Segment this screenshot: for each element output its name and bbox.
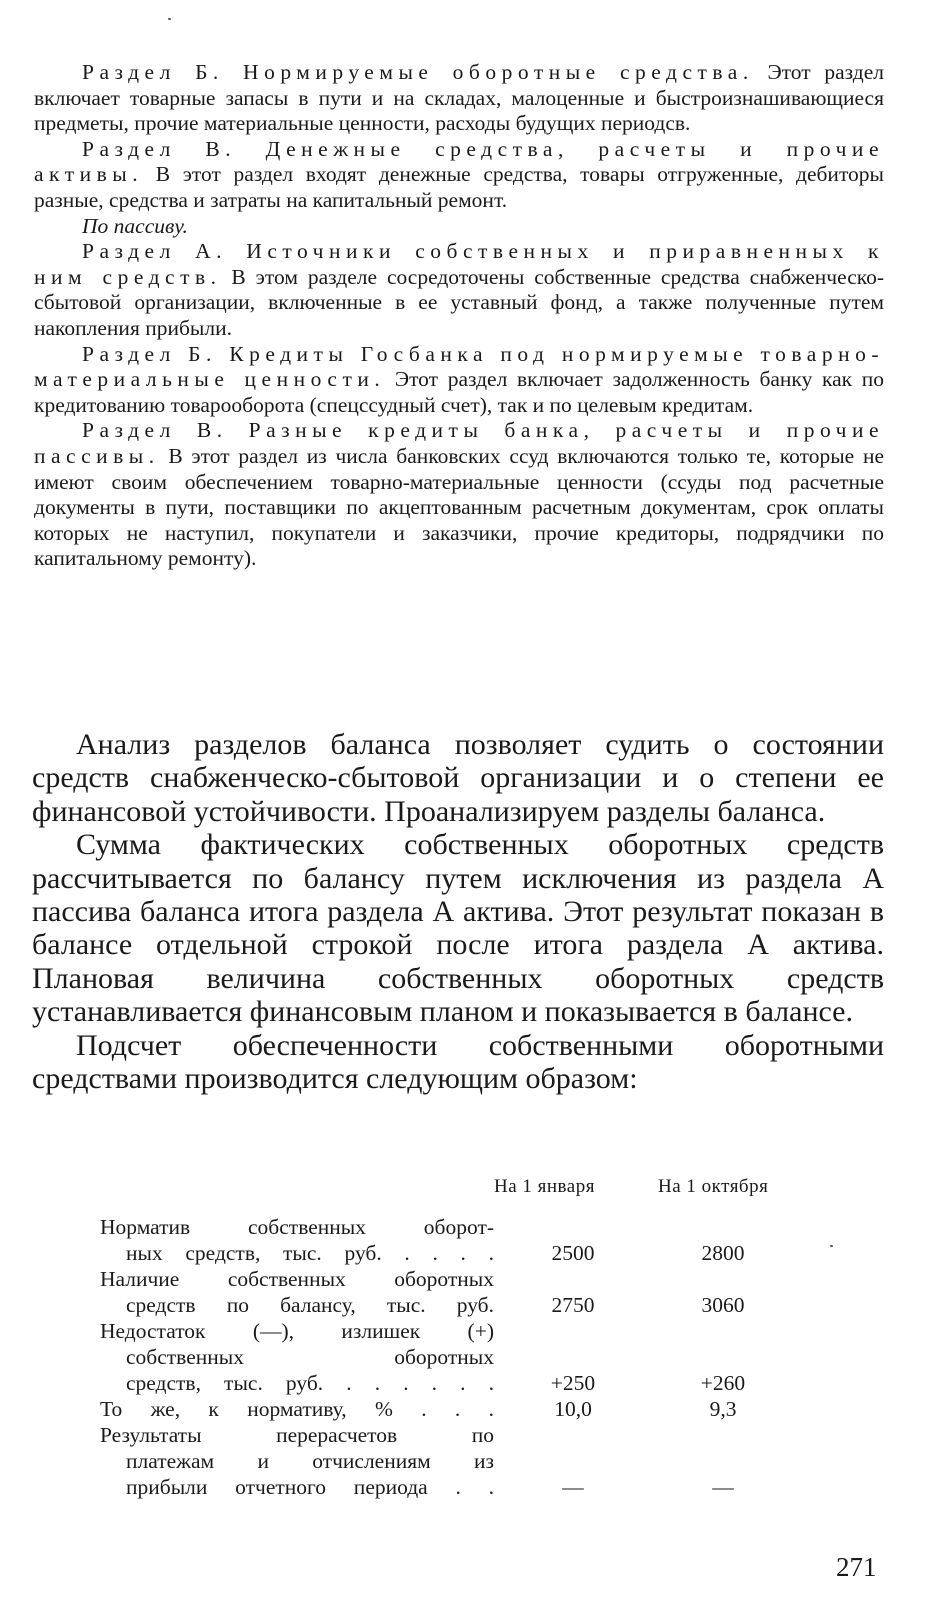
table-row [100, 1422, 860, 1500]
value-october: 9,3 [709, 1397, 737, 1421]
row-label [100, 1214, 494, 1266]
value-january: 10,0 [554, 1397, 592, 1421]
section-b-assets-paragraph [34, 60, 884, 137]
column-header-january: На 1 января [494, 1176, 595, 1197]
section-v-liabilities-text: В этот раздел из числа банковских ссуд включаются только те, которые не имеют своим обеспечением товарно-материальные ценности (ссуды под расчетные документы в пути, поставщики по акцептованным расчетным документам, срок оплаты которых не наступил, покупатели и заказчики, прочие кредиторы, подрядчики по капитальному ремонту). [34, 443, 884, 571]
print-speck [830, 1245, 833, 1247]
value-october: — [712, 1475, 734, 1499]
calculation-paragraph: Сумма фактических собственных оборотных средств рассчитывается по балансу путем исключения из раздела А пассива баланса итога раздела А актива. Этот результат показан в балансе отдельной строкой после итога раздела А актива. Плановая величина собственных оборотных средств устанавливается финансовым планом и показывается в балансе. [32, 828, 884, 1029]
section-b-assets-heading: Раздел Б. Нормируемые оборотные средства. [82, 60, 754, 84]
table-row [100, 1396, 860, 1422]
analysis-paragraph: Анализ разделов баланса позволяет судить о состоянии средств снабженческо-сбытовой организации и о степени ее финансовой устойчивости. Проанализируем разделы баланса. [32, 728, 884, 828]
section-descriptions [34, 60, 884, 572]
value-october: 2800 [701, 1241, 745, 1265]
page-number: 271 [836, 1552, 877, 1582]
row-label-line: ных средств, тыс. руб. . . . . [126, 1241, 494, 1265]
section-b-liabilities-text: Этот раздел включает задолженность банку как по кредитованию товарооборота (спецссудный счет), так и по целевым кредитам. [34, 367, 884, 417]
main-text [32, 728, 884, 1095]
row-label [100, 1422, 494, 1500]
section-v-assets-heading: Раздел В. Денежные средства, расчеты и прочие активы. [34, 136, 884, 187]
print-speck [168, 18, 171, 20]
row-label-line: Недостаток (—), излишек (+) [100, 1319, 494, 1343]
table-row [100, 1266, 860, 1318]
section-v-assets-paragraph [34, 137, 884, 214]
value-january: 2500 [551, 1241, 595, 1265]
row-label [100, 1266, 494, 1318]
row-label-line: Наличие собственных оборотных [100, 1267, 494, 1291]
section-b-liabilities-paragraph [34, 342, 884, 419]
section-b-assets-text: Этот раздел включает товарные запасы в пути и на складах, малоценные и быстроизнашивающиеся предметы, прочие материальные ценности, расходы будущих периодсв. [34, 60, 884, 136]
liabilities-heading: По пассиву. [82, 213, 188, 238]
row-label-line: средств по балансу, тыс. руб. [126, 1293, 494, 1317]
value-january: 2750 [551, 1293, 595, 1317]
value-january: — [562, 1475, 584, 1499]
section-b-liabilities-heading: Раздел Б. Кредиты Госбанка под нормируемые товарно-материальные ценности. [34, 341, 884, 392]
section-a-liabilities-paragraph [34, 239, 884, 341]
section-a-liabilities-text: В этом разделе сосредоточены собственные средства снабженческо-сбытовой организации, включенные в ее уставный фонд, а также полученные путем накопления прибыли. [34, 264, 884, 340]
table-header [100, 1174, 860, 1214]
section-v-liabilities-heading: Раздел В. Разные кредиты банка, расчеты и прочие пассивы. [34, 418, 884, 468]
row-label-line: платежам и отчислениям из [126, 1449, 494, 1473]
row-label-line: прибыли отчетного периода . . [126, 1475, 494, 1499]
section-a-liabilities-heading: Раздел А. Источники собственных и приравненных к ним средств. [34, 239, 884, 289]
row-label-line: Норматив собственных оборот- [100, 1215, 494, 1239]
table-row [100, 1214, 860, 1266]
section-v-liabilities-paragraph [34, 418, 884, 572]
value-january: +250 [550, 1371, 596, 1395]
value-october: +260 [700, 1371, 746, 1395]
table-intro-paragraph: Подсчет обеспеченности собственными оборотными средствами производится следующим образом: [32, 1028, 884, 1096]
working-capital-table [100, 1174, 860, 1500]
table-row [100, 1318, 860, 1396]
row-label-line: собственных оборотных [126, 1345, 494, 1369]
value-october: 3060 [701, 1293, 745, 1317]
row-label [100, 1318, 494, 1396]
column-header-october: На 1 октября [658, 1176, 769, 1197]
section-v-assets-text: В этот раздел входят денежные средства, товары отгруженные, дебиторы разные, средства и затраты на капитальный ремонт. [34, 162, 884, 212]
row-label-line: Результаты перерасчетов по [100, 1423, 494, 1447]
row-label-line: То же, к нормативу, % . . . [100, 1397, 494, 1421]
row-label-line: средств, тыс. руб. . . . . . . [126, 1371, 494, 1395]
row-label [100, 1396, 494, 1422]
